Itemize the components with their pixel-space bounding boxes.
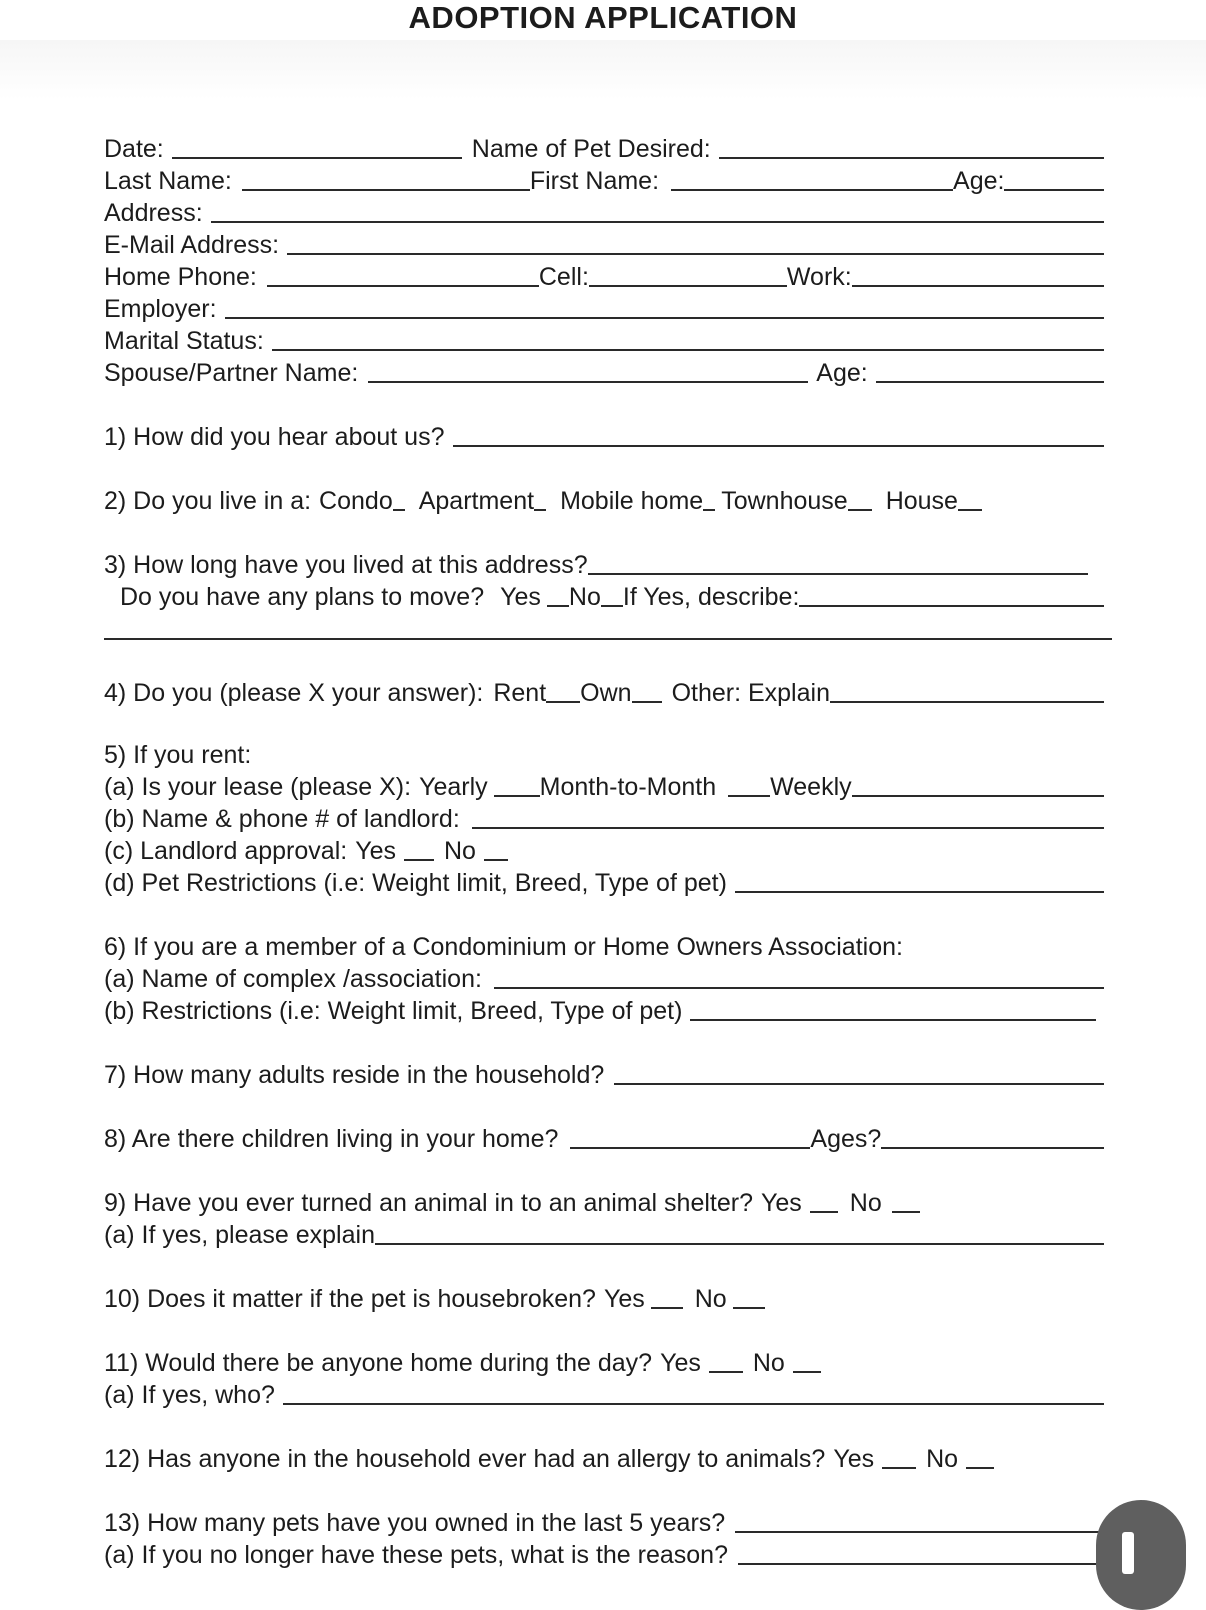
q4-other-label: Other: Explain — [671, 679, 830, 707]
q3-row — [104, 546, 1104, 578]
q5c-row — [104, 832, 1104, 864]
q9a-label: (a) If yes, please explain — [104, 1221, 375, 1249]
q9a-field[interactable] — [375, 1243, 1104, 1245]
q5b-label: (b) Name & phone # of landlord: — [104, 805, 460, 833]
last-name-field[interactable] — [242, 189, 530, 191]
q6a-field[interactable] — [494, 987, 1104, 989]
q5-monthly-label: Month-to-Month — [539, 773, 717, 801]
cell-field[interactable] — [589, 285, 787, 287]
q5d-row — [104, 864, 1104, 896]
q13-label: 13) How many pets have you owned in the last 5 years? — [104, 1509, 726, 1537]
q5a-row — [104, 768, 1104, 800]
pet-name-field[interactable] — [719, 157, 1104, 159]
q5c-yes-field[interactable] — [404, 859, 434, 861]
age-label: Age: — [953, 167, 1005, 195]
q10-no-field[interactable] — [733, 1307, 765, 1309]
address-label: Address: — [104, 199, 203, 227]
q2-apartment-label: Apartment — [418, 487, 535, 515]
q4-other-field[interactable] — [830, 701, 1104, 703]
q7-field[interactable] — [614, 1083, 1104, 1085]
overlay-badge[interactable] — [1096, 1500, 1186, 1610]
row-address — [104, 194, 1104, 226]
q5-weekly-label: Weekly — [770, 773, 852, 801]
q3-move-row — [120, 578, 1104, 610]
q10-label: 10) Does it matter if the pet is housebroken? — [104, 1285, 596, 1313]
q7-label: 7) How many adults reside in the household? — [104, 1061, 605, 1089]
q1-row — [104, 418, 1104, 450]
q11a-field[interactable] — [283, 1403, 1104, 1405]
spouse-label: Spouse/Partner Name: — [104, 359, 359, 387]
q11a-label: (a) If yes, who? — [104, 1381, 275, 1409]
q11-yes-label: Yes — [660, 1349, 701, 1377]
work-label: Work: — [786, 263, 852, 291]
cell-label: Cell: — [538, 263, 589, 291]
q3-move-label: Do you have any plans to move? — [120, 583, 485, 611]
scan-haze — [0, 40, 1206, 100]
q11-row — [104, 1344, 1104, 1376]
q4-row — [104, 674, 1104, 706]
q6b-label: (b) Restrictions (i.e: Weight limit, Breed, Type of pet) — [104, 997, 683, 1025]
page-title: ADOPTION APPLICATION — [408, 0, 798, 35]
q5c-no-field[interactable] — [484, 859, 508, 861]
q13-row — [104, 1504, 1104, 1536]
q9-no-label: No — [849, 1189, 882, 1217]
row-name — [104, 162, 1104, 194]
q3-no-field[interactable] — [601, 605, 623, 607]
q2-condo-label: Condo — [319, 487, 393, 515]
q6b-row — [104, 992, 1104, 1024]
q10-no-label: No — [694, 1285, 727, 1313]
q3-field[interactable] — [588, 573, 1088, 575]
q12-no-field[interactable] — [966, 1467, 994, 1469]
q9-yes-field[interactable] — [810, 1211, 838, 1213]
q1-label: 1) How did you hear about us? — [104, 423, 445, 451]
marital-status-field[interactable] — [272, 349, 1104, 351]
q2-townhouse-field[interactable] — [848, 509, 872, 511]
q2-row — [104, 482, 1104, 514]
row-employer — [104, 290, 1104, 322]
marital-status-label: Marital Status: — [104, 327, 264, 355]
q5a-label: (a) Is your lease (please X): — [104, 773, 412, 801]
address-field[interactable] — [211, 221, 1104, 223]
q3-extra-line[interactable] — [104, 638, 1112, 640]
q5-monthly-field[interactable] — [728, 795, 770, 797]
q8-label: 8) Are there children living in your home? — [104, 1125, 559, 1153]
row-spouse — [104, 354, 1104, 386]
q4-own-label: Own — [580, 679, 632, 707]
q4-rent-label: Rent — [493, 679, 547, 707]
q3-no-label: No — [568, 583, 601, 611]
q3-describe-label: If Yes, describe: — [622, 583, 800, 611]
q13a-row — [104, 1536, 1104, 1568]
q5c-yes-label: Yes — [355, 837, 396, 865]
q12-label: 12) Has anyone in the household ever had an allergy to animals? — [104, 1445, 826, 1473]
q2-label: 2) Do you live in a: — [104, 487, 312, 515]
row-email — [104, 226, 1104, 258]
q11-no-label: No — [752, 1349, 785, 1377]
q12-row — [104, 1440, 1104, 1472]
q11a-row — [104, 1376, 1104, 1408]
q5-yearly-field[interactable] — [494, 795, 540, 797]
q5d-field[interactable] — [735, 891, 1104, 893]
q6a-row — [104, 960, 1104, 992]
q9-row — [104, 1184, 1104, 1216]
q2-apartment-field[interactable] — [534, 509, 546, 511]
q3-yes-label: Yes — [500, 583, 541, 611]
q2-mobile-label: Mobile home — [560, 487, 704, 515]
q5-row — [104, 736, 1104, 768]
q5b-field[interactable] — [472, 827, 1104, 829]
spouse-age-label: Age: — [816, 359, 868, 387]
q2-mobile-field[interactable] — [703, 509, 715, 511]
q5d-label: (d) Pet Restrictions (i.e: Weight limit, Breed, Type of pet) — [104, 869, 727, 897]
spouse-field[interactable] — [368, 381, 808, 383]
date-label: Date: — [104, 135, 164, 163]
q7-row — [104, 1056, 1104, 1088]
first-name-label: First Name: — [529, 167, 660, 195]
q10-yes-field[interactable] — [651, 1307, 683, 1309]
q6-label: 6) If you are a member of a Condominium or Home Owners Association: — [104, 933, 903, 961]
q6-row — [104, 928, 1104, 960]
row-marital — [104, 322, 1104, 354]
q3-yes-field[interactable] — [547, 605, 569, 607]
q13-field[interactable] — [735, 1531, 1104, 1533]
age-field[interactable] — [1004, 189, 1104, 191]
employer-field[interactable] — [225, 317, 1104, 319]
q5-yearly-label: Yearly — [419, 773, 488, 801]
q10-yes-label: Yes — [603, 1285, 645, 1313]
pet-name-label: Name of Pet Desired: — [471, 135, 711, 163]
q5c-label: (c) Landlord approval: — [104, 837, 348, 865]
q3-label: 3) How long have you lived at this address? — [104, 551, 588, 579]
q12-yes-label: Yes — [833, 1445, 875, 1473]
q8-row — [104, 1120, 1104, 1152]
q12-no-label: No — [926, 1445, 959, 1473]
q8-field[interactable] — [570, 1147, 810, 1149]
q4-label: 4) Do you (please X your answer): — [104, 679, 484, 707]
q5-label: 5) If you rent: — [104, 741, 252, 769]
q3-describe-field[interactable] — [799, 605, 1104, 607]
employer-label: Employer: — [104, 295, 217, 323]
q9-label: 9) Have you ever turned an animal in to an animal shelter? — [104, 1189, 753, 1217]
q8-ages-field[interactable] — [881, 1147, 1104, 1149]
q9-no-field[interactable] — [892, 1211, 920, 1213]
q8-ages-label: Ages? — [810, 1125, 882, 1153]
home-phone-label: Home Phone: — [104, 263, 257, 291]
q11-label: 11) Would there be anyone home during the day? — [104, 1349, 653, 1377]
email-label: E-Mail Address: — [104, 231, 280, 259]
q11-yes-field[interactable] — [709, 1371, 743, 1373]
q5-weekly-field[interactable] — [852, 795, 1104, 797]
q2-townhouse-label: Townhouse — [721, 487, 848, 515]
work-field[interactable] — [852, 285, 1104, 287]
q13a-field[interactable] — [738, 1563, 1104, 1565]
q5b-row — [104, 800, 1104, 832]
q11-no-field[interactable] — [793, 1371, 821, 1373]
q2-house-field[interactable] — [958, 509, 982, 511]
q9-yes-label: Yes — [760, 1189, 802, 1217]
q2-condo-field[interactable] — [393, 509, 405, 511]
q6b-field[interactable] — [690, 1019, 1096, 1021]
first-name-field[interactable] — [671, 189, 953, 191]
q6a-label: (a) Name of complex /association: — [104, 965, 482, 993]
email-field[interactable] — [287, 253, 1104, 255]
q10-row — [104, 1280, 1104, 1312]
row-phones — [104, 258, 1104, 290]
badge-icon — [1122, 1532, 1134, 1574]
q5c-no-label: No — [444, 837, 476, 865]
q1-field[interactable] — [453, 445, 1105, 447]
q2-house-label: House — [885, 487, 958, 515]
q12-yes-field[interactable] — [882, 1467, 916, 1469]
row-date-pet — [104, 130, 1104, 162]
q9a-row — [104, 1216, 1104, 1248]
q4-own-field[interactable] — [632, 701, 662, 703]
q4-rent-field[interactable] — [546, 701, 580, 703]
spouse-age-field[interactable] — [876, 381, 1104, 383]
home-phone-field[interactable] — [267, 285, 539, 287]
q13a-label: (a) If you no longer have these pets, what is the reason? — [104, 1541, 728, 1569]
last-name-label: Last Name: — [104, 167, 232, 195]
date-field[interactable] — [172, 157, 462, 159]
